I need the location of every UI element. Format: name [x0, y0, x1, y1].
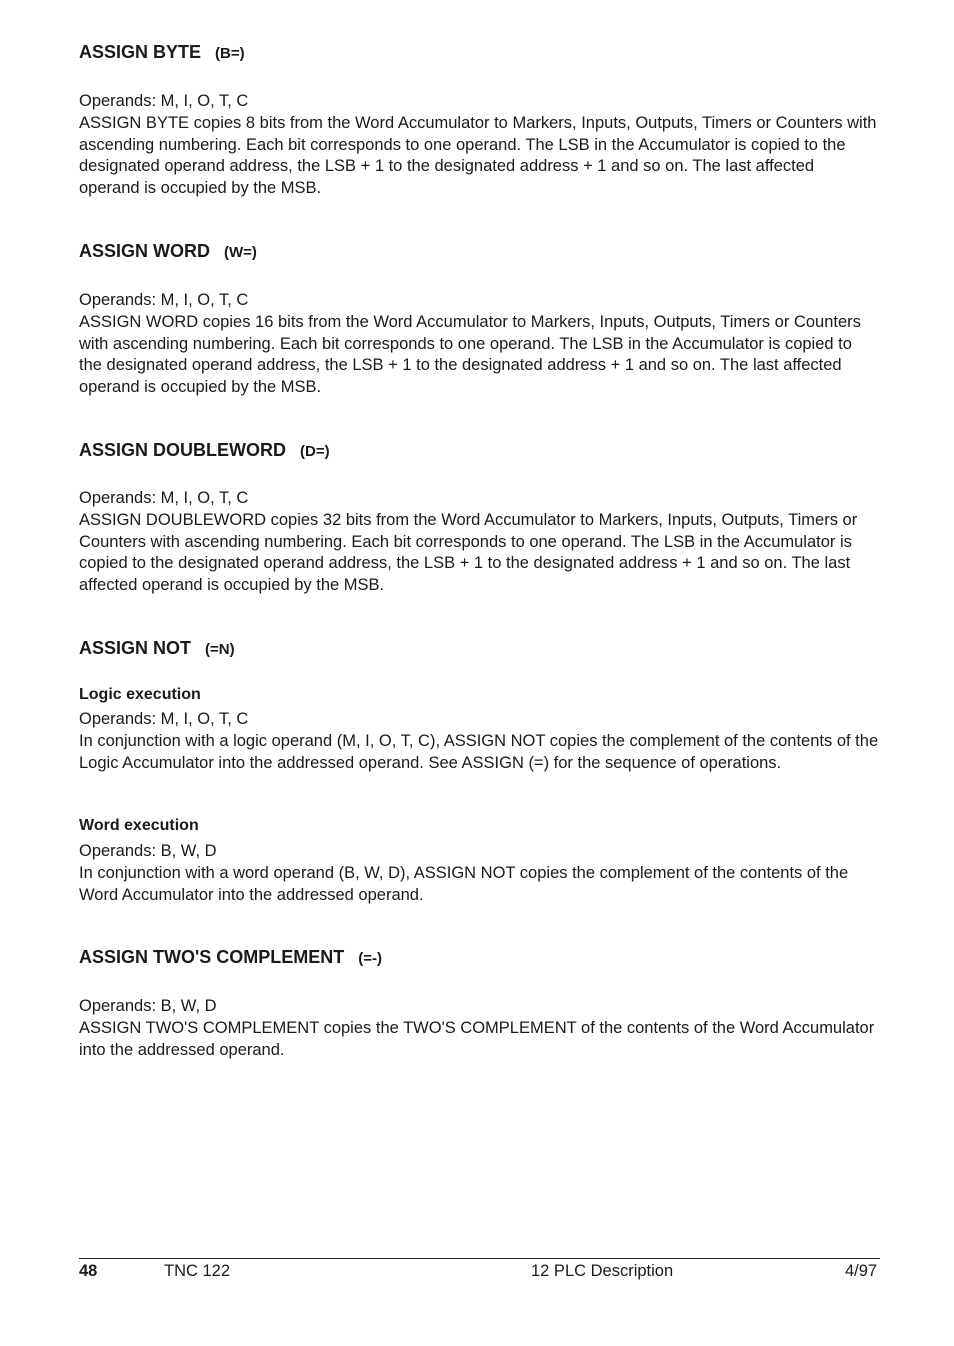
footer-divider — [79, 1258, 880, 1259]
footer-date: 4/97 — [845, 1262, 878, 1280]
operands-line: Operands: M, I, O, T, C — [79, 710, 249, 728]
section-body-assign-word — [79, 290, 879, 399]
heading-title: ASSIGN WORD — [79, 241, 211, 261]
description-text: In conjunction with a word operand (B, W, D), ASSIGN NOT copies the complement of the contents of the Word Accumulator into the addressed operand. — [79, 863, 849, 904]
heading-title: ASSIGN TWO'S COMPLEMENT — [79, 947, 345, 967]
word-execution-body — [79, 841, 879, 906]
operands-line: Operands: B, W, D — [79, 997, 217, 1015]
heading-code: (D=) — [300, 443, 330, 460]
heading-code: (B=) — [215, 45, 245, 62]
description-text: ASSIGN DOUBLEWORD copies 32 bits from the Word Accumulator to Markers, Inputs, Outputs, Timers or Counters with ascending numbering. Each bit corresponds to one operand. The LSB in the Accumulator is copied to the designated operand address, the LSB + 1 to the designated address + 1 and so on. The last affected operand is occupied by the MSB. — [79, 510, 858, 595]
subheading-word-execution: Word execution — [79, 817, 199, 834]
description-text: In conjunction with a logic operand (M, I, O, T, C), ASSIGN NOT copies the complement of the contents of the Logic Accumulator into the addressed operand. See ASSIGN (=) for the sequence of operations. — [79, 731, 879, 772]
operands-line: Operands: M, I, O, T, C — [79, 489, 249, 507]
footer-product: TNC 122 — [164, 1262, 231, 1280]
section-heading-assign-byte — [79, 42, 245, 63]
operands-line: Operands: B, W, D — [79, 842, 217, 860]
description-text: ASSIGN BYTE copies 8 bits from the Word Accumulator to Markers, Inputs, Outputs, Timers or Counters with ascending numbering. Each bit corresponds to one operand. The LSB in the Accumulator is copied to the designated operand address, the LSB + 1 to the designated address + 1 and so on. The last affected operand is occupied by the MSB. — [79, 113, 877, 198]
footer-chapter: 12 PLC Description — [531, 1262, 674, 1280]
footer-page-number: 48 — [79, 1262, 98, 1280]
heading-title: ASSIGN NOT — [79, 638, 192, 658]
section-body-assign-doubleword — [79, 488, 879, 597]
section-heading-assign-twos-complement — [79, 947, 382, 968]
heading-code: (=-) — [358, 950, 383, 967]
description-text: ASSIGN WORD copies 16 bits from the Word Accumulator to Markers, Inputs, Outputs, Timers or Counters with ascending numbering. Each bit corresponds to one operand. The LSB in the Accumulator is copied to the designated operand address, the LSB + 1 to the designated address + 1 and so on. The last affected operand is occupied by the MSB. — [79, 312, 861, 397]
section-heading-assign-not — [79, 638, 235, 659]
section-heading-assign-doubleword — [79, 440, 330, 461]
section-heading-assign-word — [79, 241, 257, 262]
operands-line: Operands: M, I, O, T, C — [79, 291, 249, 309]
heading-title: ASSIGN DOUBLEWORD — [79, 440, 286, 460]
heading-code: (W=) — [224, 244, 257, 261]
subheading-logic-execution: Logic execution — [79, 686, 201, 703]
heading-title: ASSIGN BYTE — [79, 42, 202, 62]
section-body-assign-twos-complement — [79, 996, 879, 1061]
description-text: ASSIGN TWO'S COMPLEMENT copies the TWO'S COMPLEMENT of the contents of the Word Accumulator into the addressed operand. — [79, 1018, 875, 1059]
operands-line: Operands: M, I, O, T, C — [79, 92, 249, 110]
section-body-assign-byte — [79, 91, 879, 200]
logic-execution-body — [79, 709, 879, 774]
heading-code: (=N) — [205, 641, 235, 658]
